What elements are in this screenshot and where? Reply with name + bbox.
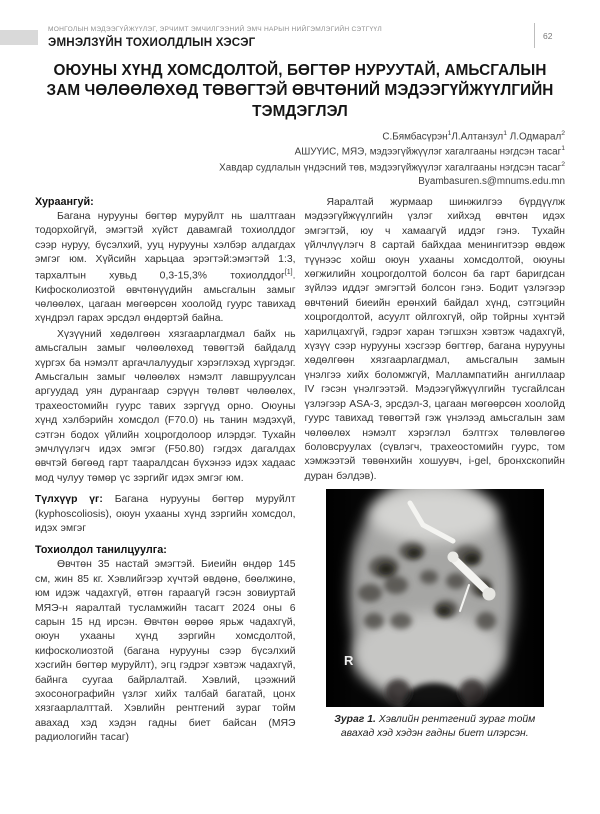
affiliation-2 [120, 160, 565, 175]
authors-line [120, 129, 565, 144]
affiliation-1-text: АШУҮИС, МЯЭ, мэдээгүйжүүлэг хагалгааны нэгдсэн тасаг [294, 146, 562, 158]
citation-ref-1: [1] [284, 268, 293, 276]
abstract-heading: Хураангуй: [35, 196, 94, 208]
abstract-p1-text: Багана нурууны бөгтөр муруйлт нь шалтгаан тодорхойгүй, эмэгтэй хүйст давамгай тохиолддог сээр нуруу, бүсэлхий, ууц нурууны хэлбэр алдагдах эмгэг юм. Хүйсийн харьцаа эрэгтэй:эмэгтэй 1:3, тархалтын хувьд 0,3-15,3% тохиолддог [35, 211, 296, 282]
figure-caption [305, 713, 566, 740]
figure-1 [305, 489, 566, 740]
author-3: Л.Одмарал [506, 131, 562, 143]
affiliation-2-text: Хавдар судлалын үндэсний төв, мэдээгүйжүүлэг хагалгааны нэгдсэн тасаг [219, 162, 562, 174]
author-2-sup: 1 [503, 130, 507, 137]
author-1-sup: 1 [447, 130, 452, 137]
figure-caption-text: Хэвлийн рентгений зураг тойм авахад хэд хэдэн гадны биет илэрсэн. [340, 714, 536, 739]
article-title: ОЮУНЫ ХҮНД ХОМСДОЛТОЙ, БӨГТӨР НУРУУТАЙ, АМЬСГАЛЫН ЗАМ ЧӨЛӨӨЛӨХӨД ТӨВӨГТЭЙ ӨВЧТӨНИЙ МЭДЭЭГҮЙЖҮҮЛГИЙН ТЭМДЭГЛЭЛ [46, 62, 554, 120]
contact-email: Byambasuren.s@mnums.edu.mn [418, 176, 565, 188]
author-2: Л.Алтанзул [451, 131, 504, 143]
left-column [35, 196, 296, 746]
author-1: С.Бямбасүрэн [382, 131, 448, 143]
figure-caption-label: Зураг 1. [334, 714, 376, 726]
case-heading: Тохиолдол танилцуулга: [35, 544, 167, 557]
affiliation-1 [120, 144, 565, 159]
affiliation-1-sup: 1 [561, 145, 565, 153]
keywords-label: Түлхүүр үг: [35, 494, 103, 506]
xray-side-marker: R [343, 653, 354, 669]
section-tag-block [0, 30, 38, 45]
case-paragraph-1: Өвчтөн 35 настай эмэгтэй. Биеийн өндөр 145 см, жин 85 кг. Хэвлийгээр хүчтэй өвдөнө, бөөлжинө, юм идэж чадахгүй, өтгөн гараагүй гэсэн зовиуртай МЯЭ-н яаралтай тусламжийн тасагт 2024 оны 6 сарын 15 нд ирсэн. Өвчтөн өөрөө ярьж чадахгүй, оюун ухааны хүнд зэргийн хомсдолтой, кифосколиозтой (багана нурууны сээр бүсэлхий хэсгийн бөгтөр муруйлт), эгц гэдрэг хэвтэж чадахгүй, байнга суугаа байрлалтай. Хэвлий, цээжний эхосонографийн үзлэг хийх талбай багатай, цонх хязгаарлалттай. Хэвлийн рентгений зураг тойм авахад хэд хэдэн гадны биет байсан (МЯЭ радиологийн тасаг) [35, 559, 296, 744]
author-3-sup: 2 [561, 130, 565, 137]
xray-vignette [326, 489, 544, 707]
case-paragraph-2: Яаралтай журмаар шинжилгээ бүрдүүлж мэдээгүйжүүлгийн үзлэг хийхэд өвчтөн идэх эмгэгтэй, юу ч хамаагүй иддэг гэнэ. Тухайн үйлчлүүлэгч 8 сартай байхдаа менингитээр өвдөж түүнээс хойш оюун ухааны хомсдолтой, оюуны хөгжилийн хоцрогдолтой болсон ба гарт баригдсан зүйлээ иддэг эмгэгтэй болсон гэнэ. Бодит үзлэгээр өвчтөний биеийн ерөнхий байдал хүнд, сэтгэцийн хоцрогдолтой, асуулт ойлгохгүй, ойр тойрны хүнтэй харилцахгүй, гэдрэг харан тэгшхэн хэвтэж чадахгүй, хүзүү сээр нурууны хэсгээр бөгтгөр, багана нурууны хөдөлгөөн хязгаарлагдмал, амьсгалын замын үнэлгээ хийх боломжгүй, Маллампатийн ангиллаар IV гэсэн үнэлгээтэй. Мэдээгүйжүүлгийн тусгайлсан үзлэгээр ASA-3, эрсдэл-3, цагаан мөгөөрсөн хоолойд гуурс тавихад төвөгтэй гэж үнэлээд амьсгалын зам чөлөөлөх нэмэлт хэрэглэл бэлтгэх төлөвлөгөө боловсруулах (сүвлэгч, трахеостомийн гуурс, том хэмжээтэй төвөнхийн хошуувч, i-gel, бронхскопийн дуран бэлдэв). [304, 197, 565, 482]
abstract-paragraph-1 [35, 210, 296, 327]
abdominal-xray-image [326, 489, 544, 707]
page-number: 62 [534, 23, 552, 48]
keywords [35, 493, 296, 536]
journal-name: МОНГОЛЫН МЭДЭЭГҮЙЖҮҮЛЭГ, ЭРЧИМТ ЭМЧИЛГЭЭНИЙ ЭМЧ НАРЫН НИЙГЭМЛЭГИЙН СЭТГҮҮЛ [48, 26, 382, 33]
affiliation-2-sup: 2 [561, 160, 565, 168]
running-header [48, 26, 508, 49]
byline [120, 129, 565, 189]
right-column [305, 196, 566, 746]
article-body [35, 196, 565, 746]
section-name: ЭМНЭЛЗҮЙН ТОХИОЛДЛЫН ХЭСЭГ [48, 36, 256, 49]
keywords-text: Багана нурууны бөгтөр муруйлт (kyphoscoliosis), оюун ухааны хүнд зэргийн хомсдол, идэх эмгэг [35, 494, 296, 534]
abstract-paragraph-2: Хүзүүний хөдөлгөөн хязгаарлагдмал байх нь амьсгалын замыг чөлөөлөхөд төвөгтэй байдалд хүргэх ба нэмэлт аргачлалуудыг хэрэглэхэд хүргэдэг. Амьсгалын замыг чөлөөлөх нэмэлт лавшруулсан аргуудад уян дурангаар сэрүүн төлөвт чөлөөлөх, трахеостомийн гуурс тавих зэргүүд орно. Оюуны хүнд хэлбэрийн хомсдол (F70.0) нь танин мэдэхүй, сэтгэн бодох үйлийн хоцрогдолоор илэрдэг. Тухайн эмчлүүлэгч идэх эмгэг (F50.80) гэгдэх дагалдах өвчтэй бөгөөд гарт тааралдсан бүхэнээ идэх хадаас мод чулуу төмөр үс зэргийг идэх эмгэг юм. [35, 328, 296, 484]
abstract-p1-text-cont: . Кифосколиозтой өвчтөнүүдийн амьсгалын замыг чөлөөлөх, цагаан мөгөөрсөн хоолойд гуурс тавихад хүндрэл гарах эрсдэл өндөртэй байна. [35, 270, 296, 325]
